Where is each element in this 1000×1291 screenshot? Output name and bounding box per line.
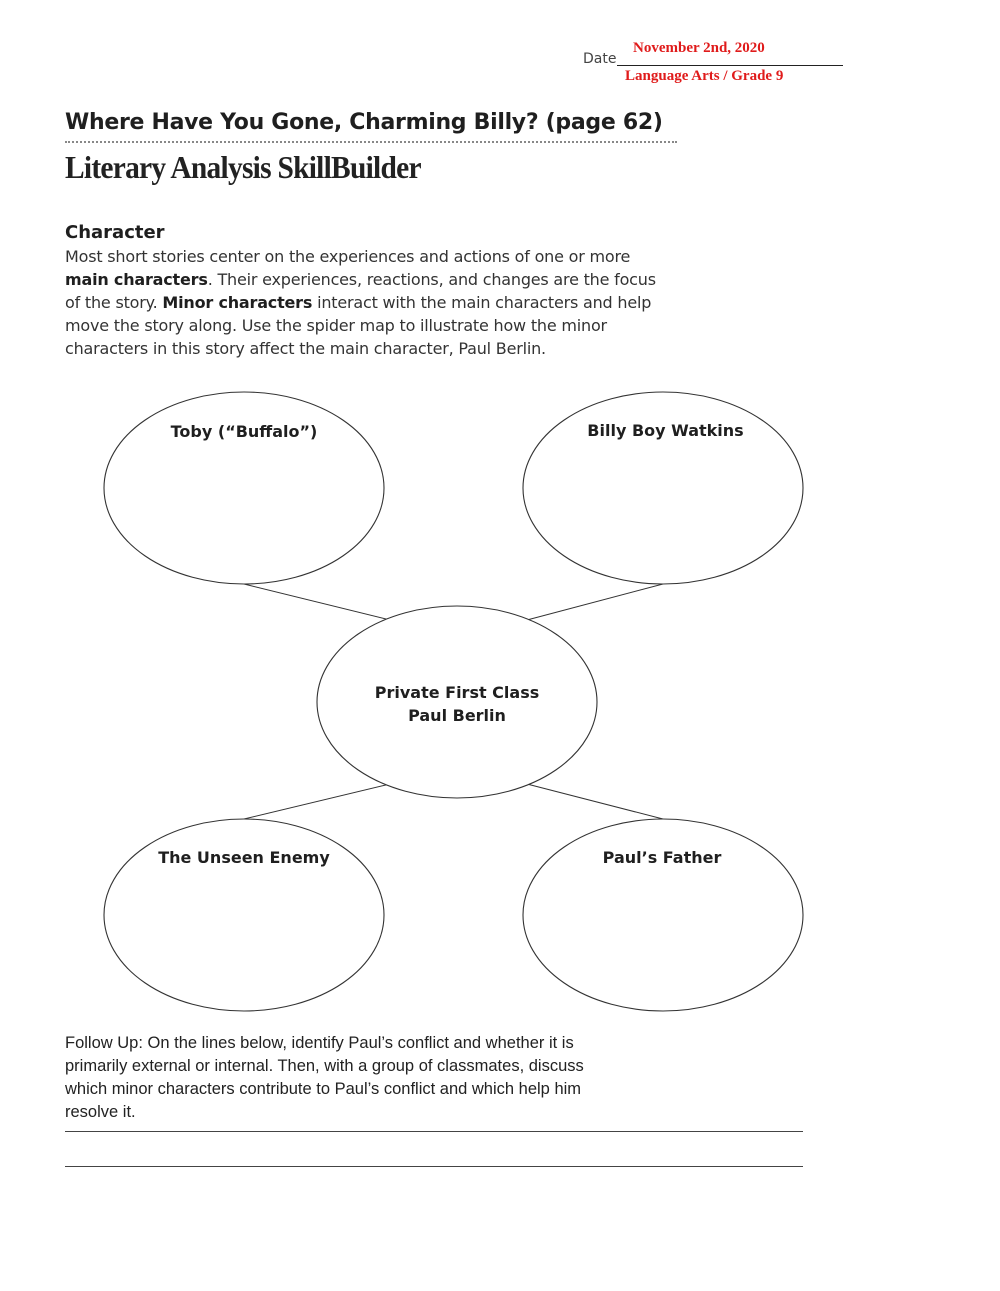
node-label-enemy: The Unseen Enemy — [158, 848, 330, 867]
node-label-toby: Toby (“Buffalo”) — [170, 422, 318, 441]
node-label-father: Paul’s Father — [602, 848, 722, 867]
answer-line-1[interactable] — [65, 1131, 803, 1132]
oval-toby[interactable] — [104, 392, 384, 584]
node-label-center — [357, 681, 557, 727]
date-value[interactable]: November 2nd, 2020 — [633, 40, 765, 56]
date-label: Date — [583, 51, 617, 67]
center-line-1: Private First Class — [374, 683, 540, 702]
node-label-billy: Billy Boy Watkins — [587, 421, 744, 440]
connector-toby — [244, 584, 390, 620]
center-line-2: Paul Berlin — [408, 706, 506, 725]
connector-billy — [527, 584, 663, 620]
follow-up-text: Follow Up: On the lines below, identify Paul’s conflict and whether it is primarily external or internal. Then, with a group of classmates, discuss which minor characters contribute to Paul’s conflict and which help him resolve it. — [65, 1034, 584, 1121]
intro-bold-minor: Minor characters — [162, 293, 313, 312]
answer-line-2[interactable] — [65, 1166, 803, 1167]
connector-father — [527, 784, 663, 819]
connector-enemy — [244, 784, 390, 819]
page-title: Literary Analysis SkillBuilder — [65, 149, 421, 185]
intro-text-1: Most short stories center on the experiences and actions of one or more — [65, 247, 631, 266]
intro-bold-main: main characters — [65, 270, 208, 289]
subject-label: Language Arts / Grade 9 — [625, 68, 784, 84]
story-title: Where Have You Gone, Charming Billy? (page 62) — [65, 110, 663, 135]
intro-text-2: . Their experiences, reactions, and changes are the focus of the story. — [65, 270, 656, 312]
section-heading: Character — [65, 222, 165, 243]
intro-text-3: interact with the main characters and help move the story along. Use the spider map to illustrate how the minor characters in this story affect the main character, Paul Berlin. — [65, 293, 652, 358]
